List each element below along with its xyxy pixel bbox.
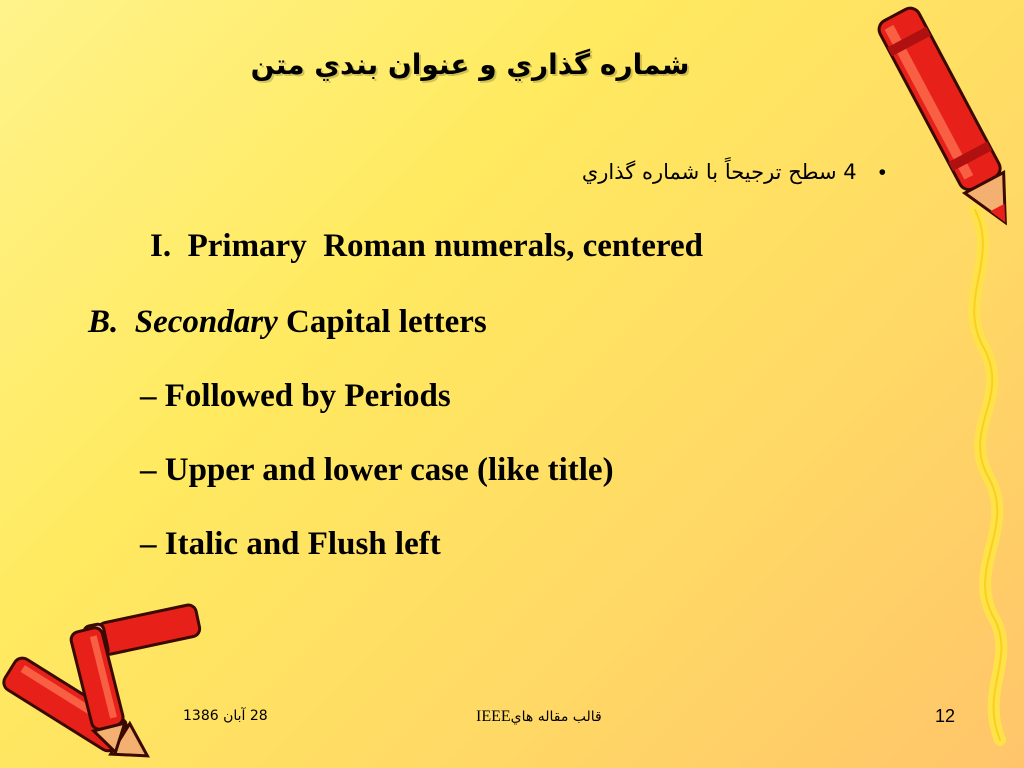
bullet-dot: • (878, 161, 886, 184)
footer-date: 28 آبان 1386 (183, 708, 268, 724)
sub-item (140, 452, 614, 489)
sub-item (140, 526, 441, 563)
slide-title: شماره گذاري و عنوان بندي متن (250, 48, 690, 81)
sub-item (140, 378, 451, 415)
dash: – (140, 452, 157, 488)
secondary-text: Capital letters (286, 304, 487, 340)
page-number: 12 (935, 706, 956, 726)
primary-marker: I. (150, 228, 172, 264)
primary-label: Primary (187, 228, 307, 264)
secondary-label: Secondary (134, 304, 278, 340)
primary-text: Roman numerals, centered (323, 228, 703, 264)
dash: – (140, 526, 157, 562)
secondary-marker: B. (88, 304, 119, 340)
footer-center-ieee: IEEE (476, 708, 511, 725)
sub-item-text: Italic and Flush left (164, 526, 441, 562)
heading-level-primary (150, 228, 703, 265)
bullet-item (582, 160, 886, 185)
crayon-top-right-icon (876, 5, 1024, 233)
sub-item-text: Followed by Periods (164, 378, 451, 414)
dash: – (140, 378, 157, 414)
heading-level-secondary (88, 304, 487, 341)
footer-center (476, 708, 602, 726)
bullet-text: 4 سطح ترجيحاً با شماره گذاري (581, 160, 857, 184)
sub-item-text: Upper and lower case (like title) (164, 452, 614, 488)
footer-center-text: قالب مقاله هاي (510, 709, 602, 725)
